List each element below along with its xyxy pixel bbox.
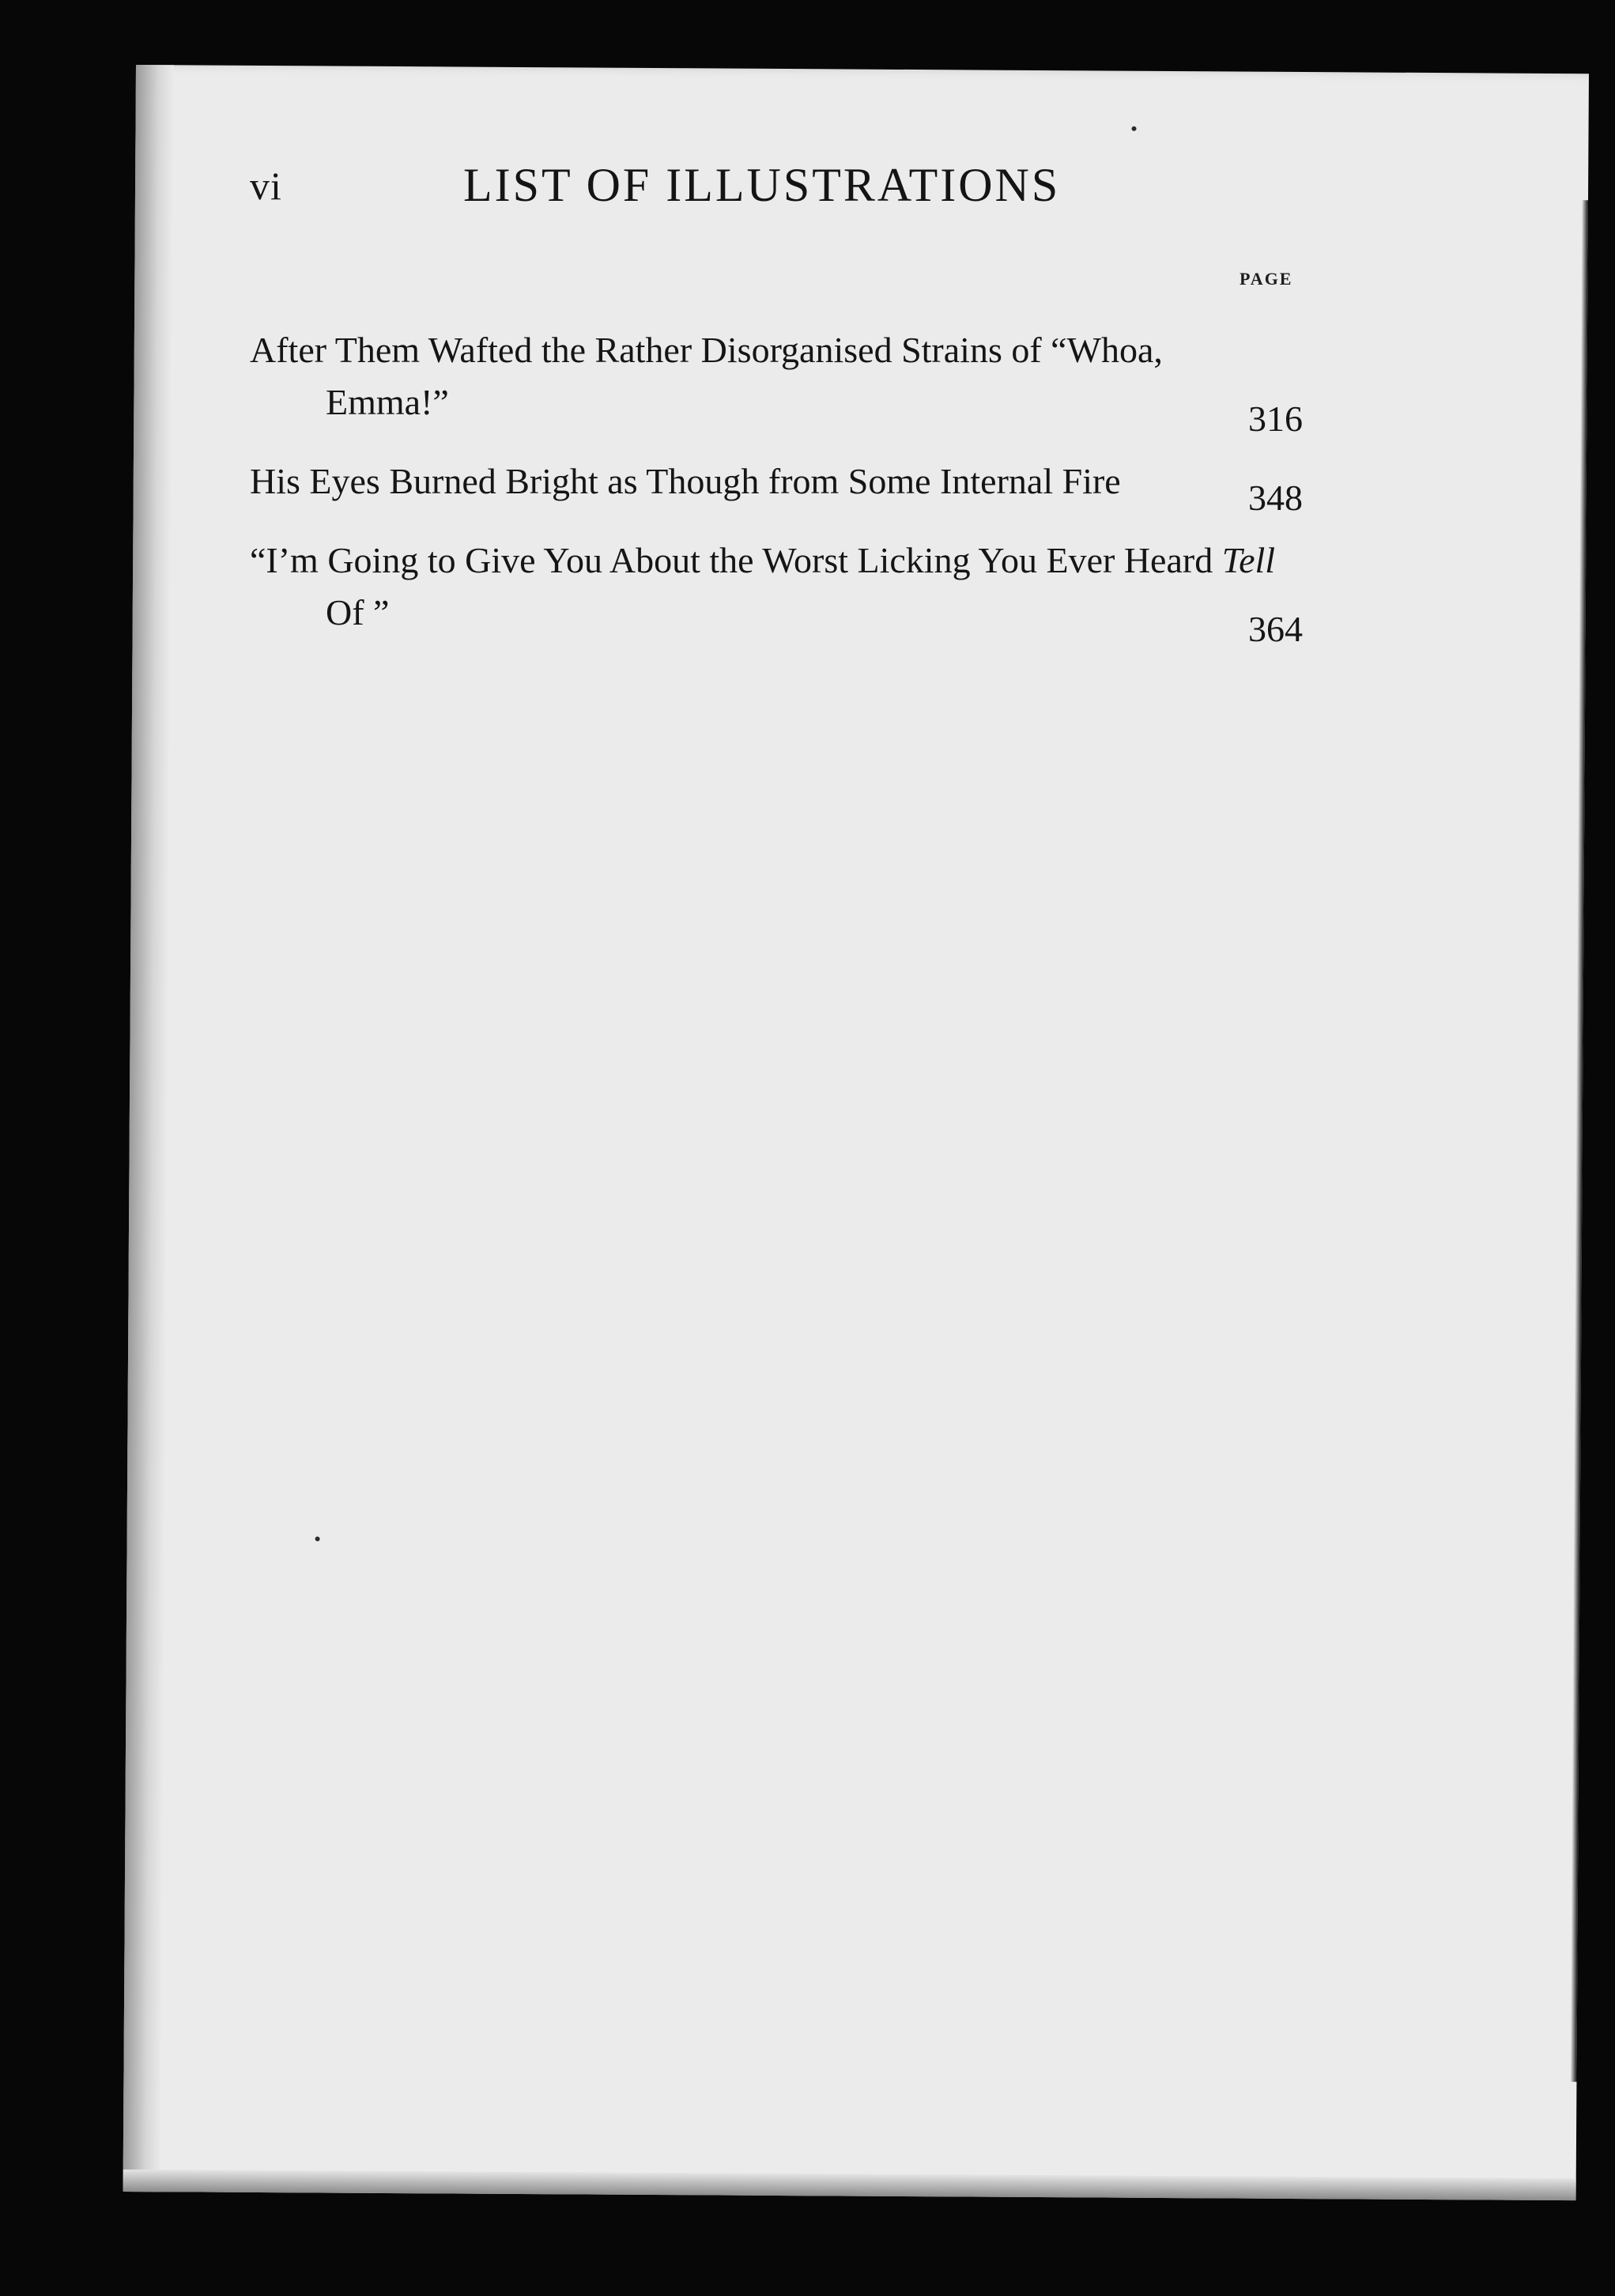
page-column-label: PAGE: [1240, 269, 1293, 289]
list-item: [250, 324, 1309, 439]
illustration-page-number: 364: [1248, 609, 1303, 649]
dust-speck: [1132, 127, 1137, 131]
illustration-list: [250, 261, 1309, 666]
illustration-page-number: 348: [1248, 478, 1303, 518]
illustration-caption: His Eyes Burned Bright as Though from Some Internal Fire: [250, 461, 1121, 501]
list-item: [250, 455, 1309, 518]
page-title: LIST OF ILLUSTRATIONS: [463, 159, 1061, 211]
caption-text: “I’m Going to Give You About the Worst Licking You Ever Heard: [250, 540, 1222, 580]
illustration-caption: [250, 534, 1290, 639]
page-number: vi: [250, 164, 282, 208]
illustration-page-number: 316: [1248, 398, 1303, 439]
running-head: [250, 158, 1246, 229]
list-item: [250, 534, 1309, 649]
illustration-caption: After Them Wafted the Rather Disorganised Strains of “Whoa, Emma!”: [250, 330, 1163, 422]
caption-italic-text: Tell: [1221, 540, 1276, 580]
caption-text: Of ”: [326, 592, 390, 633]
dust-speck: [315, 1536, 320, 1541]
